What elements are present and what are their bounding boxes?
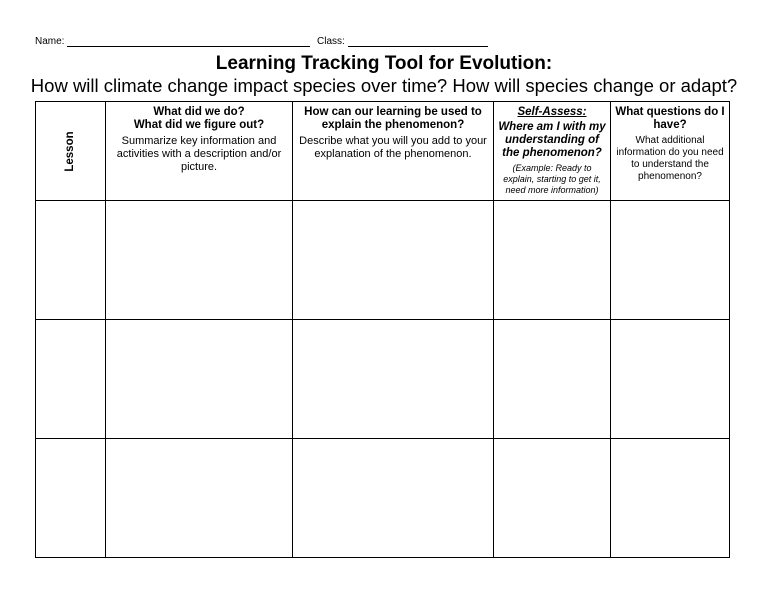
cell[interactable] [106,201,293,320]
col1-title2: What did we figure out? [133,119,265,131]
cell[interactable] [611,320,730,439]
lesson-label: Lesson [64,130,76,172]
class-label: Class: [317,36,345,47]
cell[interactable] [293,320,494,439]
name-label: Name: [35,36,65,47]
col4-desc: What additional information do you need to understand the phenomenon? [616,135,724,182]
lesson-cell[interactable] [36,201,106,320]
page-title: Learning Tracking Tool for Evolution: [215,53,553,74]
cell[interactable] [293,439,494,558]
lesson-cell[interactable] [36,439,106,558]
table-row [36,439,730,558]
class-field[interactable] [348,36,488,47]
col3-title1: Self-Assess: [517,106,587,118]
col3-header [494,102,611,201]
col2-header [293,102,494,201]
cell[interactable] [494,201,611,320]
cell[interactable] [494,439,611,558]
cell[interactable] [106,439,293,558]
tracking-table [35,101,730,558]
cell[interactable] [611,201,730,320]
table-row [36,201,730,320]
col1-header [106,102,293,201]
col3-title2: Where am I with my understanding of the phenomenon? [498,121,606,159]
col3-desc: (Example: Ready to explain, starting to get it, need more information) [503,163,601,195]
cell[interactable] [611,439,730,558]
header-row [36,102,730,201]
col1-desc: Summarize key information and activities with a description and/or picture. [116,135,282,173]
table-row [36,320,730,439]
cell[interactable] [494,320,611,439]
col2-desc: Describe what you will you add to your explanation of the phenomenon. [299,135,487,160]
cell[interactable] [106,320,293,439]
cell[interactable] [293,201,494,320]
name-class-line [35,36,488,47]
col4-header [611,102,730,201]
col1-title1: What did we do? [153,106,245,118]
name-field[interactable] [67,36,310,47]
col2-title: How can our learning be used to explain the phenomenon? [304,106,482,131]
lesson-cell[interactable] [36,320,106,439]
lesson-header [36,102,106,201]
page-subtitle: How will climate change impact species over time? How will species change or adapt? [30,75,738,96]
col4-title: What questions do I have? [615,106,725,131]
